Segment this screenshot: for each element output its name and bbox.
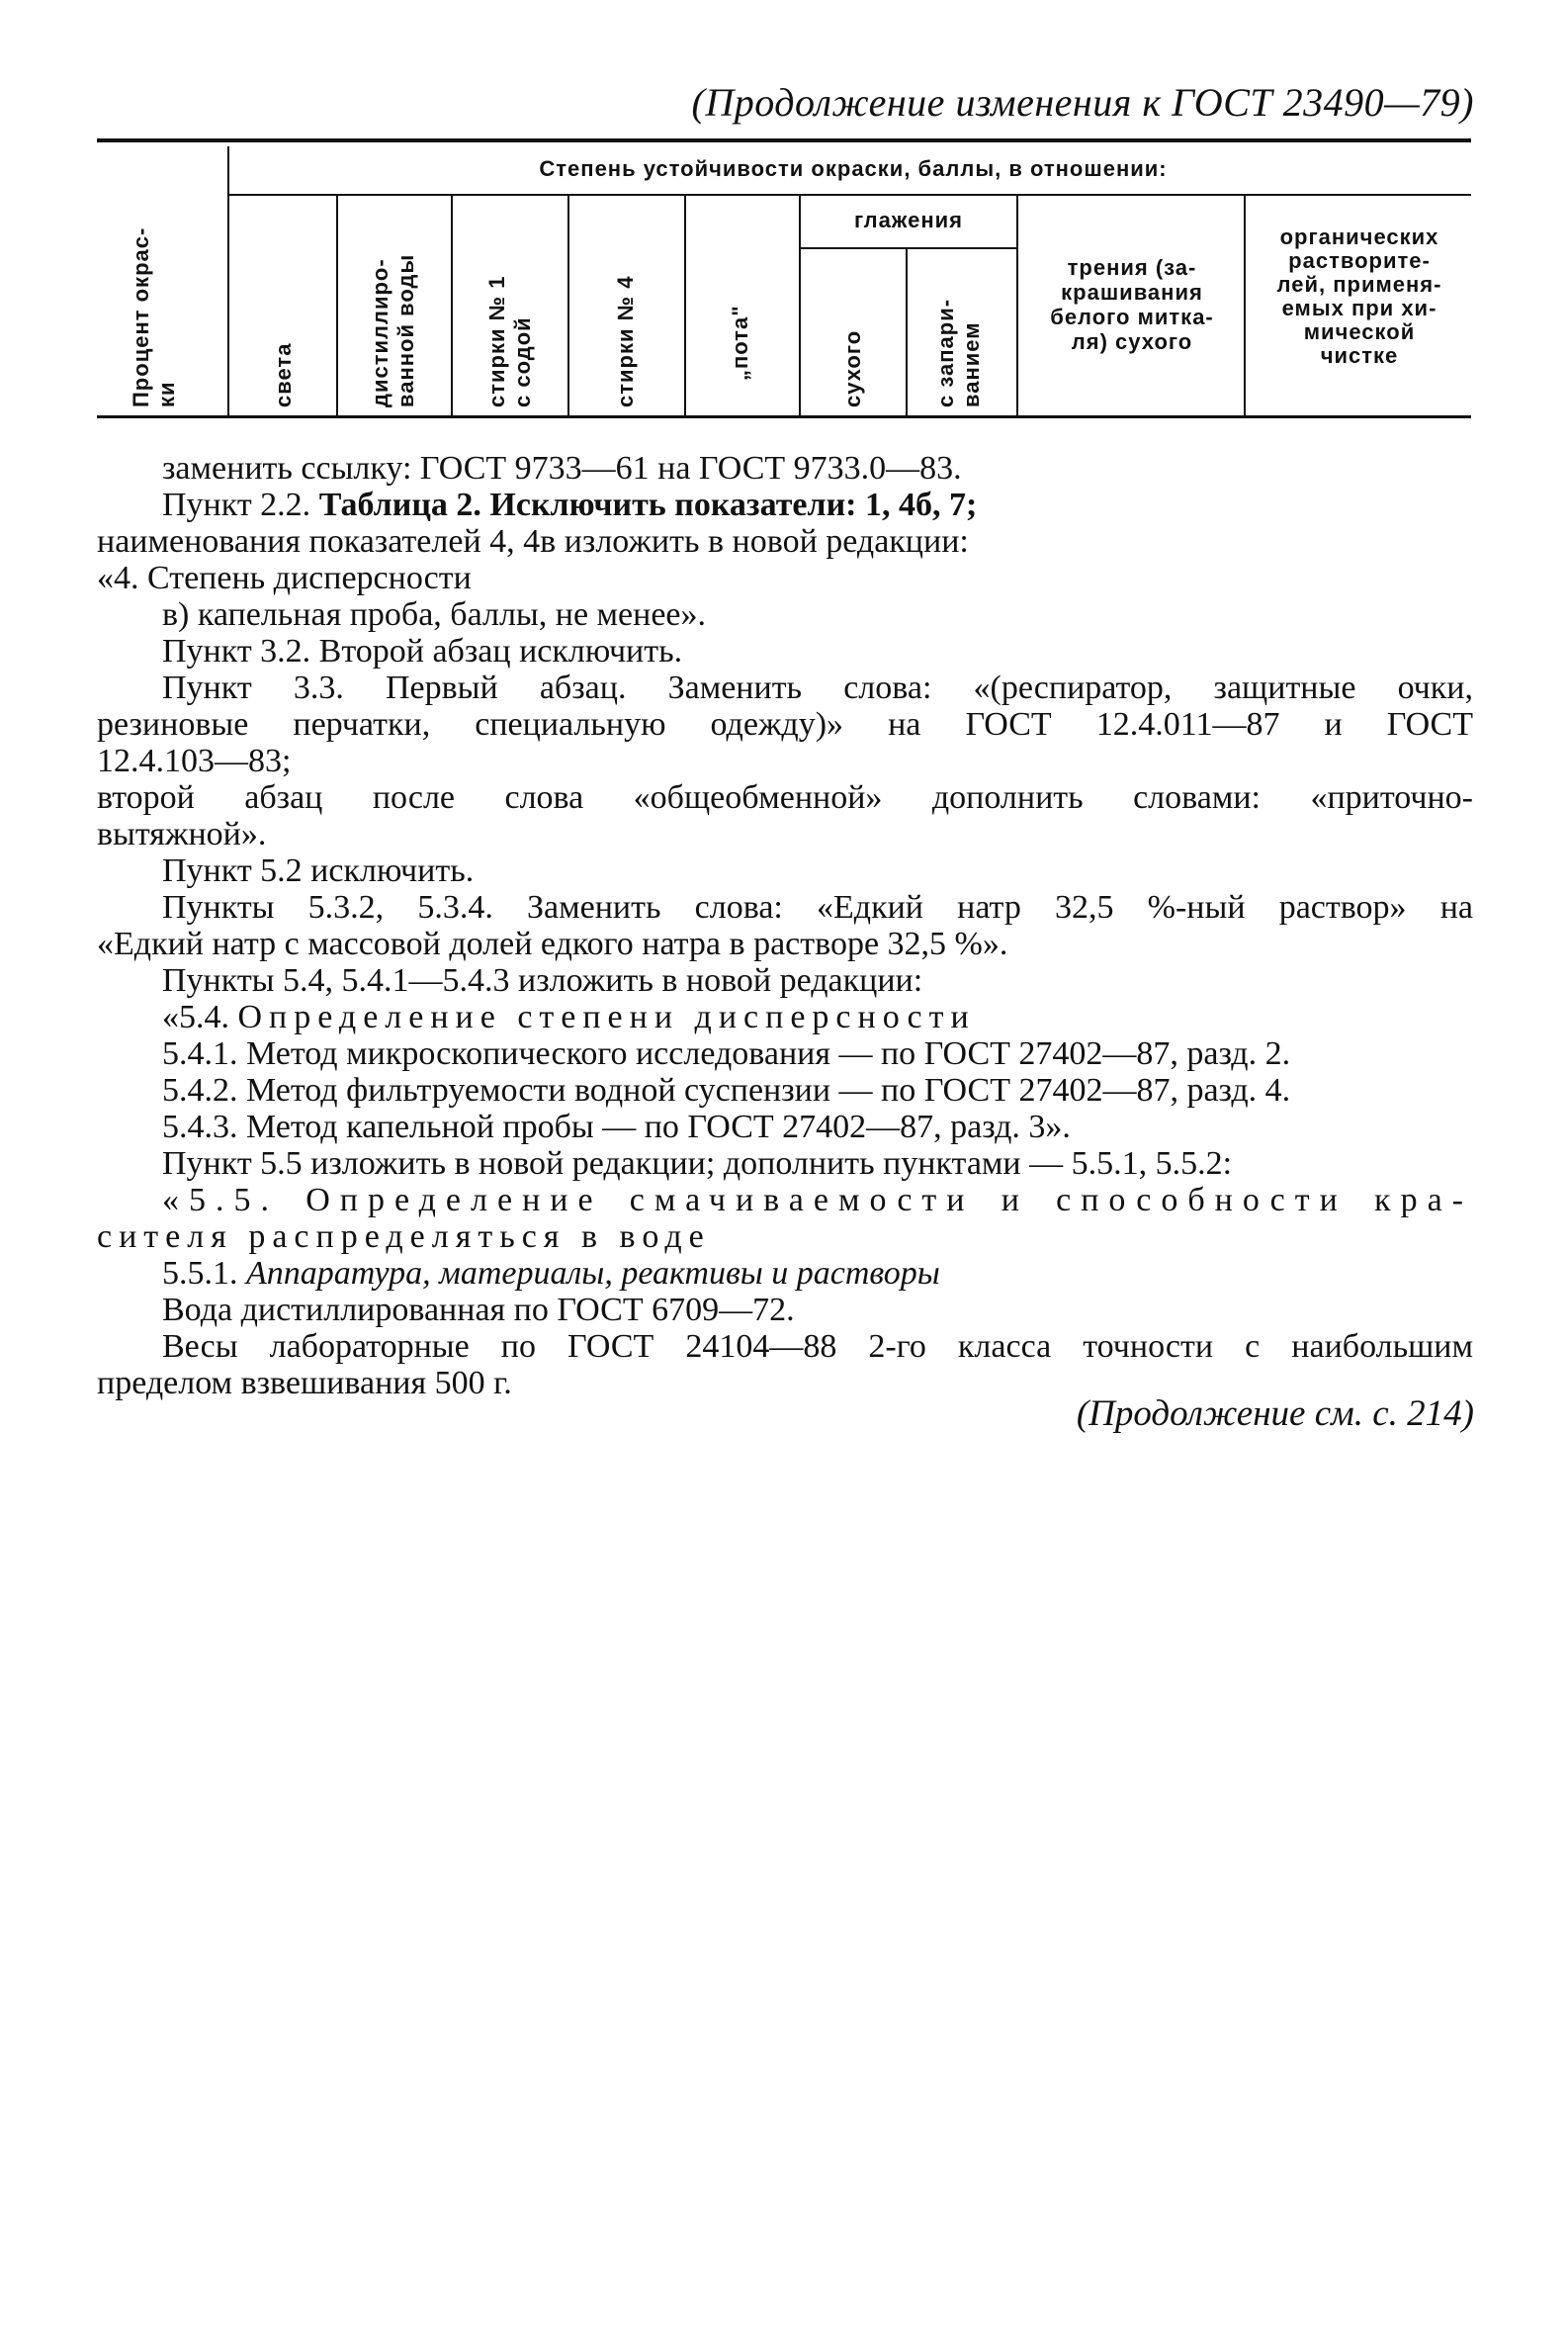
amendment-text — [97, 450, 1473, 1401]
table-group-rule — [227, 194, 1471, 196]
text-line: вытяжной». — [97, 816, 267, 852]
italic-heading: Аппаратура, материалы, реактивы и растворы — [246, 1255, 940, 1292]
group-title-fastness: Степень устойчивости окраски, баллы, в отношении: — [539, 156, 1168, 181]
text-line: Пункт 3.3. Первый абзац. Заменить слова: «(респиратор, защитные очки, — [162, 670, 1473, 706]
table-ironing-rule — [799, 247, 1016, 249]
text-line: Вода дистиллированная по ГОСТ 6709—72. — [162, 1292, 795, 1328]
table-col-divider — [336, 196, 338, 415]
continuation-footer: (Продолжение см. с. 214) — [1076, 1393, 1474, 1434]
text-line: наименования показателей 4, 4в изложить в новой редакции: — [97, 523, 969, 560]
continuation-header: (Продолжение изменения к ГОСТ 23490—79) — [691, 80, 1474, 125]
text-line: второй абзац после слова «общеобменной» дополнить словами: «приточно- — [97, 779, 1473, 816]
text-line: пределом взвешивания 500 г. — [97, 1365, 512, 1401]
text-line: Пункт 3.2. Второй абзац исключить. — [162, 633, 683, 670]
table-bottom-rule — [97, 415, 1471, 418]
col-organic-solvents: органических растворите- лей, применя- емых при хи- мической чистке — [1276, 224, 1442, 368]
text-line-part: «5.4. — [162, 999, 238, 1035]
text-line: Пункт 5.5 изложить в новой редакции; дополнить пунктами — 5.5.1, 5.5.2: — [162, 1145, 1233, 1182]
text-line-part: Пункт 2.2. — [162, 487, 319, 523]
col-sweat: „пота" — [728, 305, 752, 381]
text-line-part: Таблица 2. Исключить показатели: 1, 4б, 7; — [318, 487, 978, 523]
text-line: резиновые перчатки, специальную одежду)» на ГОСТ 12.4.011—87 и ГОСТ — [97, 706, 1473, 743]
fastness-table — [97, 138, 1471, 420]
col-wash-4: стирки № 4 — [613, 275, 638, 407]
col-dye-percent: Процент окрас- ки — [129, 226, 179, 407]
table-col-divider — [451, 196, 453, 415]
text-line: 5.4.2. Метод фильтруемости водной суспензии — по ГОСТ 27402—87, разд. 4. — [162, 1072, 1291, 1109]
table-col-divider — [1244, 196, 1246, 415]
spaced-heading: Определение степени дисперсности — [237, 999, 976, 1035]
table-top-rule — [97, 138, 1471, 142]
col-light: света — [271, 342, 296, 407]
text-line: заменить ссылку: ГОСТ 9733—61 на ГОСТ 9733.0—83. — [162, 450, 962, 487]
text-line: «4. Степень дисперсности — [97, 560, 472, 596]
spaced-heading: сителя распределяться в воде — [97, 1218, 711, 1255]
text-line — [97, 1255, 1473, 1292]
col-rubbing: трения (за- крашивания белого митка- ля) сухого — [1050, 255, 1214, 354]
table-col-divider — [227, 146, 229, 415]
table-col-divider — [906, 249, 908, 415]
text-line: Пункт 5.2 исключить. — [162, 852, 475, 889]
text-line — [97, 487, 1473, 523]
text-line — [97, 999, 1473, 1035]
text-line: 12.4.103—83; — [97, 743, 292, 779]
group-title-ironing: глажения — [853, 208, 964, 232]
table-col-divider — [684, 196, 686, 415]
text-line: Пункты 5.3.2, 5.3.4. Заменить слова: «Едкий натр 32,5 %-ный раствор» на — [162, 889, 1473, 926]
text-line-part: 5.5.1. — [162, 1255, 246, 1292]
text-line: «Едкий натр с массовой долей едкого натра в растворе 32,5 %». — [97, 926, 1008, 962]
text-line: Пункты 5.4, 5.4.1—5.4.3 изложить в новой редакции: — [162, 962, 923, 999]
col-ironing-dry: сухого — [840, 329, 865, 407]
text-line: в) капельная проба, баллы, не менее». — [162, 596, 707, 633]
text-line: 5.4.1. Метод микроскопического исследования — по ГОСТ 27402—87, разд. 2. — [162, 1035, 1291, 1072]
col-distilled-water: дистиллиро- ванной воды — [368, 253, 418, 407]
col-ironing-steam: с запари- ванием — [933, 298, 984, 407]
col-wash-1: стирки № 1 с содой — [484, 275, 535, 407]
text-line: Весы лабораторные по ГОСТ 24104—88 2-го класса точности с наибольшим — [162, 1328, 1473, 1365]
table-col-divider — [567, 196, 569, 415]
table-col-divider — [1016, 196, 1018, 415]
spaced-heading: «5.5. Определение смачиваемости и способности кра- — [162, 1182, 1473, 1218]
text-line: 5.4.3. Метод капельной пробы — по ГОСТ 27402—87, разд. 3». — [162, 1109, 1071, 1145]
